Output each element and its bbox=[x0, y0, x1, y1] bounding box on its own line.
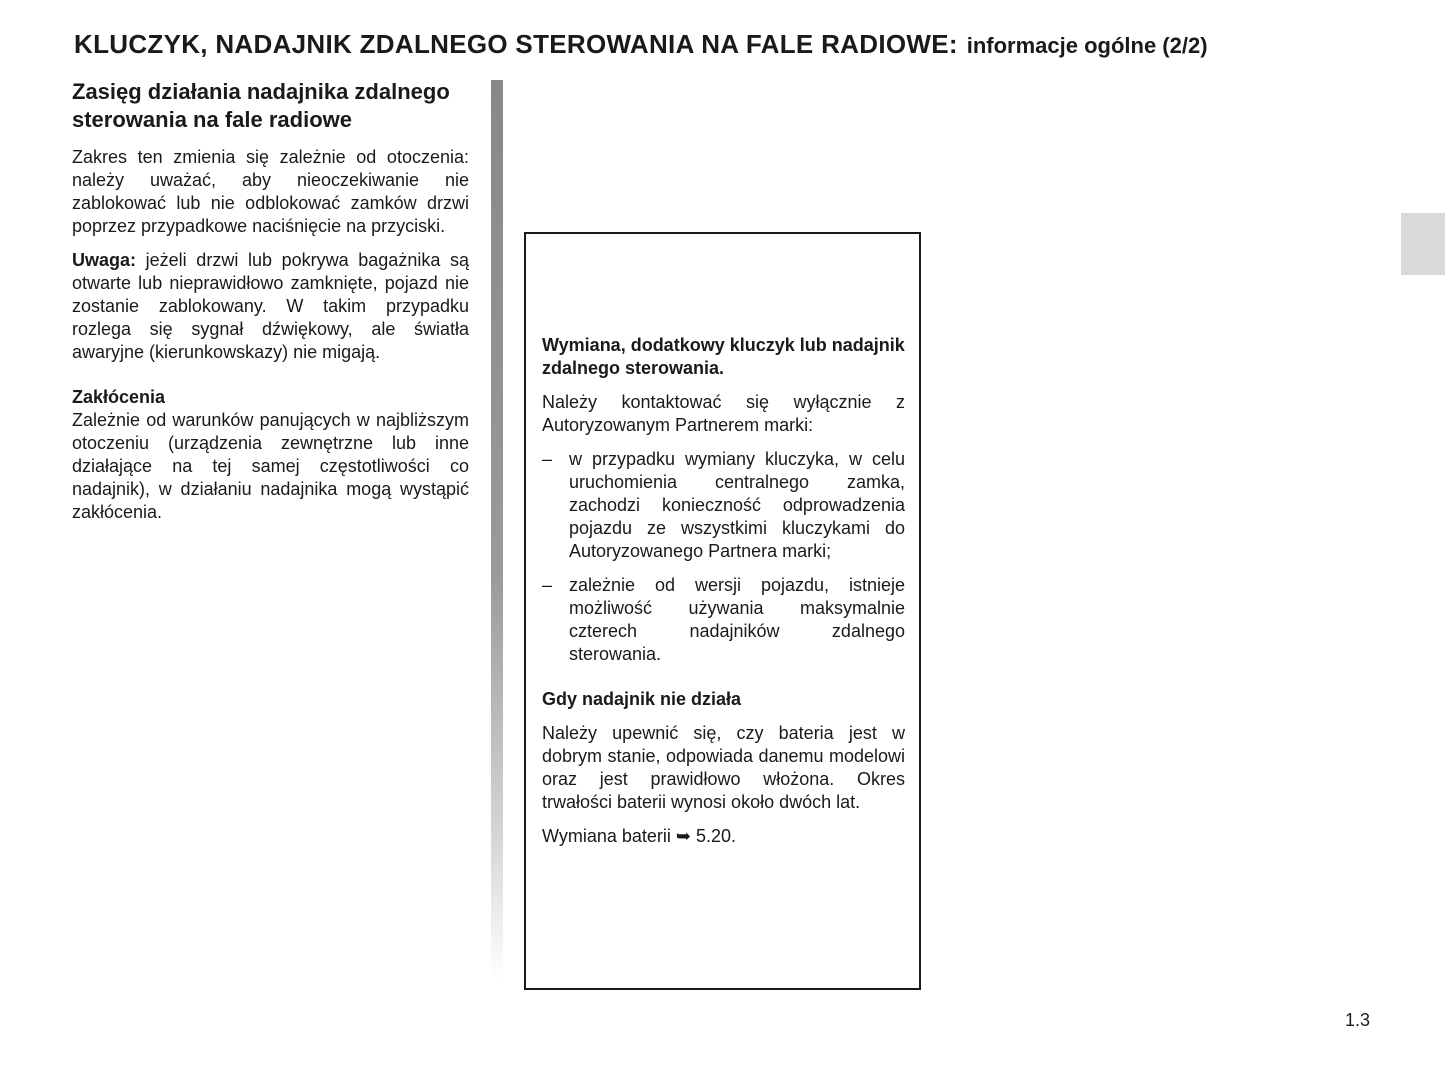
replacement-heading: Wymiana, dodatkowy kluczyk lub nadajnik zdalnego sterowania. bbox=[542, 335, 905, 378]
info-box-content bbox=[542, 334, 905, 859]
title-main: KLUCZYK, NADAJNIK ZDALNEGO STEROWANIA NA FALE RADIOWE: bbox=[74, 29, 958, 59]
page-number: 1.3 bbox=[1345, 1010, 1371, 1030]
vertical-gradient-bar bbox=[491, 80, 503, 980]
section-heading-range: Zasięg działania nadajnika zdalnego sterowania na fale radiowe bbox=[72, 79, 450, 132]
not-working-heading: Gdy nadajnik nie działa bbox=[542, 689, 742, 709]
page-title bbox=[74, 24, 1374, 61]
note-text: jeżeli drzwi lub pokrywa bagażnika są otwarte lub nieprawidłowo zamknięte, pojazd nie zostanie zablokowany. W takim przypadku rozlega się sygnał dźwiękowy, ale światła awaryjne (kierunkowskazy) nie migają. bbox=[72, 250, 469, 362]
list-item-text: w przypadku wymiany kluczyka, w celu uruchomienia centralnego zamka, zachodzi konieczność odprowadzenia pojazdu ze wszystkimi kluczykami do Autoryzowanego Partnera marki; bbox=[569, 449, 905, 561]
list-item bbox=[542, 574, 905, 666]
interference-paragraph: Zależnie od warunków panujących w najbliższym otoczeniu (urządzenia zewnętrzne lub inne działające na tej samej częstotliwości co nadajnik), w działaniu nadajnika mogą wystąpić zakłócenia. bbox=[72, 410, 469, 522]
replacement-paragraph: Należy kontaktować się wyłącznie z Autoryzowanym Partnerem marki: bbox=[542, 392, 905, 435]
note-paragraph bbox=[72, 249, 469, 364]
list-dash: – bbox=[542, 575, 553, 595]
interference-heading: Zakłócenia bbox=[72, 387, 166, 407]
range-paragraph: Zakres ten zmienia się zależnie od otoczenia: należy uważać, aby nieoczekiwanie nie zablokować lub nie odblokować zamków drzwi poprzez przypadkowe naciśnięcie na przyciski. bbox=[72, 147, 469, 236]
left-column bbox=[72, 78, 469, 535]
note-label: Uwaga: bbox=[72, 250, 137, 270]
battery-reference: Wymiana baterii ➥ 5.20. bbox=[542, 826, 737, 846]
info-box bbox=[524, 232, 921, 990]
list-dash: – bbox=[542, 449, 553, 469]
list-item bbox=[542, 448, 905, 563]
title-subtitle: informacje ogólne (2/2) bbox=[966, 33, 1208, 58]
section-tab-marker bbox=[1401, 213, 1445, 275]
battery-paragraph: Należy upewnić się, czy bateria jest w dobrym stanie, odpowiada danemu modelowi oraz jest prawidłowo włożona. Okres trwałości baterii wynosi około dwóch lat. bbox=[542, 723, 905, 812]
list-item-text: zależnie od wersji pojazdu, istnieje możliwość używania maksymalnie czterech nadajników zdalnego sterowania. bbox=[569, 575, 905, 664]
